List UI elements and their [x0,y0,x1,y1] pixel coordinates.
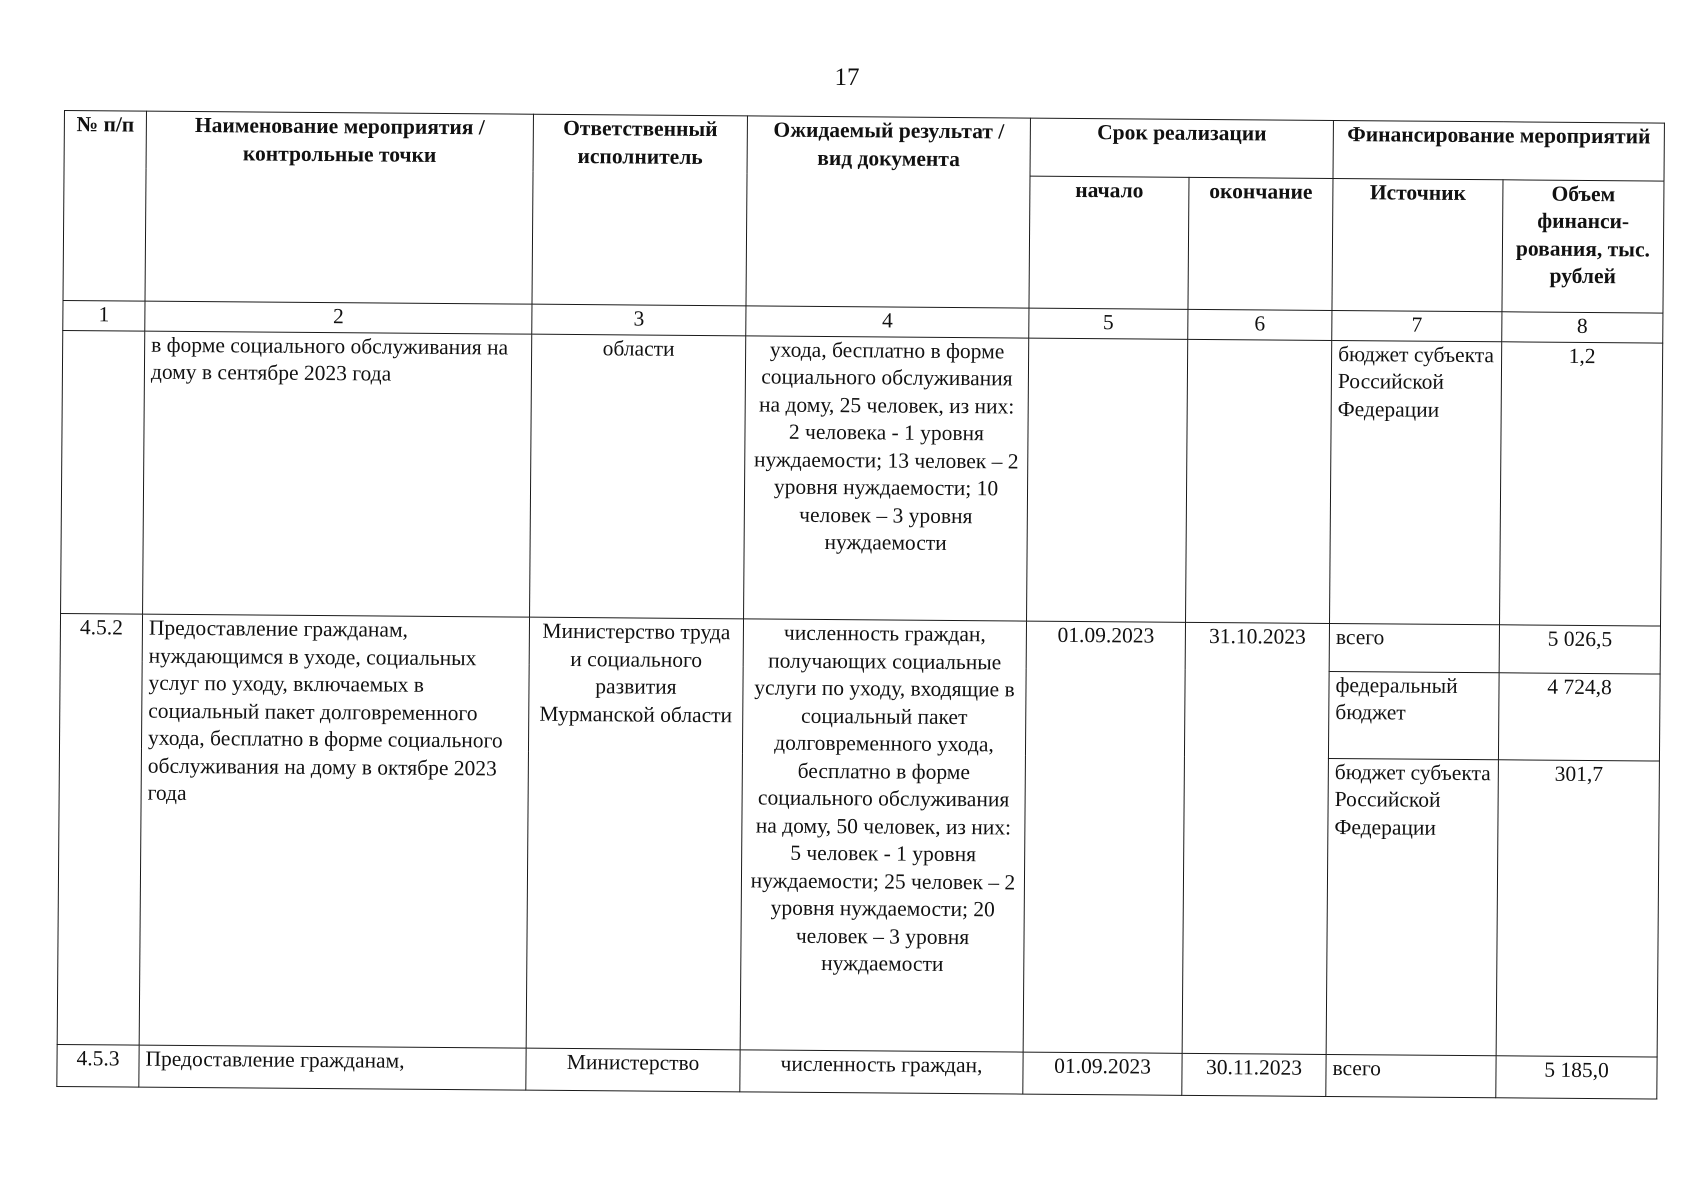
column-number: 2 [145,301,532,334]
row-funding-source: всего [1329,624,1499,673]
row-num [61,330,145,614]
column-number: 3 [532,304,746,336]
header-responsible: Ответственный исполнитель [532,114,747,306]
row-funding-source: федеральный бюджет [1328,671,1499,759]
header-volume: Объем финанси-рования, тыс. рублей [1502,180,1664,314]
header-source: Источник [1332,178,1503,312]
header-period: Срок реализации [1030,118,1333,178]
row-name: Предоставление гражданам, [139,1045,526,1090]
row-responsible: Министерство [526,1048,740,1092]
row-num: 4.5.3 [57,1044,139,1087]
row-start [1027,338,1188,623]
row-start: 01.09.2023 [1023,1052,1182,1095]
row-name: Предоставление гражданам, нуждающимся в уходе, социальных услуг по уходу, включаемых в социальный пакет долговременного ухода, бесплатно в форме социального обслуживания на дому в октябре 2023 года [139,615,529,1049]
column-number: 6 [1188,309,1332,340]
row-responsible: области [530,334,746,619]
header-name: Наименование мероприятия / контрольные точки [145,111,533,304]
row-funding-volume: 5 026,5 [1499,625,1660,674]
column-number: 1 [63,301,145,332]
page-number: 17 [834,64,860,91]
row-funding-volume: 1,2 [1500,342,1663,627]
row-funding-source: бюджет субъекта Российской Федерации [1330,340,1502,625]
column-number: 7 [1332,311,1502,342]
row-start: 01.09.2023 [1023,622,1185,1054]
row-funding-volume: 4 724,8 [1498,673,1660,761]
column-number: 5 [1029,308,1188,339]
row-end: 31.10.2023 [1182,623,1329,1055]
header-financing: Финансирование мероприятий [1333,120,1664,180]
header-row [64,111,1664,181]
row-funding-volume: 301,7 [1496,760,1659,1057]
row-result: численность граждан, получающих социальные услуги по уходу, входящие в социальный пакет долговременного ухода, бесплатно в форме социального обслуживания на дому, 50 человек, из них: 5 человек - 1 уровня нуждаемости; 25 человек – 2 уровня нуждаемости; 20 человек – 3 уровня нуждаемости [740,619,1026,1052]
header-num: № п/п [63,111,146,302]
row-result: ухода, бесплатно в форме социального обслуживания на дому, 25 человек, из них: 2 человека - 1 уровня нуждаемости; 13 человек – 2 уровня нуждаемости; 10 человек – 3 уровня нуждаемости [744,336,1029,622]
row-num: 4.5.2 [57,614,142,1045]
table-row [61,330,1663,626]
header-result: Ожидаемый результат / вид документа [746,116,1030,308]
row-end [1186,339,1332,624]
row-funding-source: бюджет субъекта Российской Федерации [1326,758,1498,1055]
column-number: 4 [746,306,1029,338]
row-responsible: Министерство труда и социального развития Мурманской области [526,618,743,1050]
row-result: численность граждан, [740,1050,1023,1094]
row-funding-volume: 5 185,0 [1496,1056,1657,1099]
activities-table [56,110,1665,1100]
header-end: окончание [1188,177,1333,310]
row-name: в форме социального обслуживания на дому в сентябре 2023 года [143,331,532,618]
row-end: 30.11.2023 [1182,1053,1326,1096]
row-funding-source: всего [1326,1054,1496,1097]
column-number: 8 [1502,312,1663,343]
header-start: начало [1029,176,1189,310]
